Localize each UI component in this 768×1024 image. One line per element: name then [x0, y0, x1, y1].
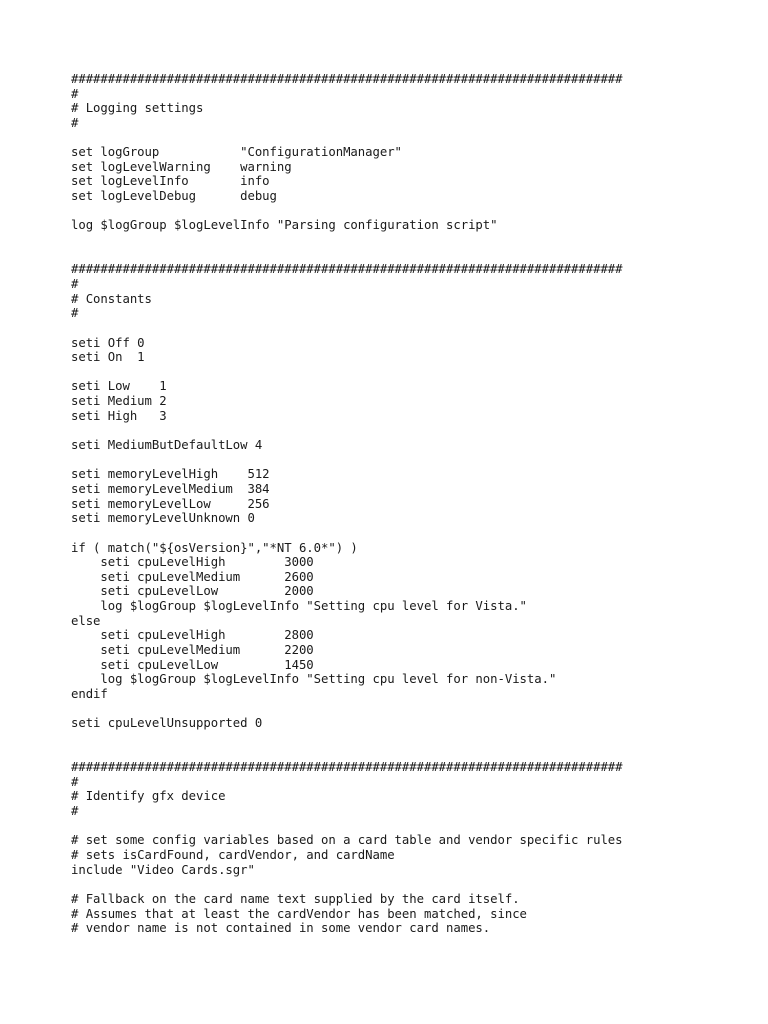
code-line: # sets isCardFound, cardVendor, and cardName — [71, 847, 395, 862]
code-line — [71, 819, 751, 834]
code-line — [71, 423, 751, 438]
code-line — [71, 526, 751, 541]
code-line: # Constants — [71, 291, 152, 306]
code-line: if ( match("${osVersion}","*NT 6.0*") ) — [71, 540, 358, 555]
code-line: seti memoryLevelUnknown 0 — [71, 511, 255, 526]
code-line: endif — [71, 686, 108, 701]
code-line: # — [71, 804, 79, 819]
code-line: # Fallback on the card name text supplied by the card itself. — [71, 891, 520, 906]
code-line — [71, 731, 751, 746]
code-line — [71, 233, 751, 248]
code-line: ########################################################################### — [71, 72, 623, 86]
code-line: # — [71, 306, 79, 321]
code-line: # Identify gfx device — [71, 789, 226, 804]
code-line: # — [71, 86, 79, 101]
code-line: # Logging settings — [71, 101, 204, 116]
code-line — [71, 321, 751, 336]
code-line — [71, 204, 751, 219]
code-line: else — [71, 613, 101, 628]
code-line: seti memoryLevelLow 256 — [71, 496, 270, 511]
code-line: seti cpuLevelMedium 2600 — [71, 569, 314, 584]
code-line: set logLevelWarning warning — [71, 159, 292, 174]
code-line: # — [71, 774, 79, 789]
code-line: seti cpuLevelHigh 2800 — [71, 628, 314, 643]
code-line: seti memoryLevelHigh 512 — [71, 467, 270, 482]
code-line — [71, 131, 751, 146]
code-line: seti Medium 2 — [71, 394, 167, 409]
code-line: seti Off 0 — [71, 335, 145, 350]
code-line: seti cpuLevelLow 2000 — [71, 584, 314, 599]
code-line: log $logGroup $logLevelInfo "Setting cpu level for non-Vista." — [71, 672, 557, 687]
code-line: set logLevelDebug debug — [71, 189, 277, 204]
code-line: # vendor name is not contained in some vendor card names. — [71, 921, 491, 936]
config-script-text — [71, 72, 751, 936]
code-line: # — [71, 115, 79, 130]
code-line — [71, 248, 751, 263]
code-line: ########################################################################### — [71, 262, 623, 277]
code-line: include "Video Cards.sgr" — [71, 862, 255, 877]
code-line: seti memoryLevelMedium 384 — [71, 481, 270, 496]
code-line: seti cpuLevelHigh 3000 — [71, 555, 314, 570]
code-line: seti cpuLevelLow 1450 — [71, 657, 314, 672]
code-line — [71, 877, 751, 892]
code-line — [71, 365, 751, 380]
code-line: # Assumes that at least the cardVendor has been matched, since — [71, 906, 527, 921]
code-line: ########################################################################### — [71, 760, 623, 775]
code-line: # — [71, 276, 79, 291]
code-line — [71, 745, 751, 760]
code-line: set logLevelInfo info — [71, 174, 270, 189]
code-line: log $logGroup $logLevelInfo "Setting cpu level for Vista." — [71, 599, 527, 614]
code-line: seti MediumButDefaultLow 4 — [71, 438, 263, 453]
code-line: log $logGroup $logLevelInfo "Parsing configuration script" — [71, 218, 498, 233]
code-line: seti cpuLevelMedium 2200 — [71, 642, 314, 657]
code-line: set logGroup "ConfigurationManager" — [71, 145, 402, 160]
code-line: # set some config variables based on a card table and vendor specific rules — [71, 833, 623, 848]
code-line — [71, 702, 751, 717]
code-line — [71, 453, 751, 468]
code-line: seti On 1 — [71, 350, 145, 365]
code-line: seti cpuLevelUnsupported 0 — [71, 716, 263, 731]
code-line: seti Low 1 — [71, 379, 167, 394]
code-line: seti High 3 — [71, 408, 167, 423]
